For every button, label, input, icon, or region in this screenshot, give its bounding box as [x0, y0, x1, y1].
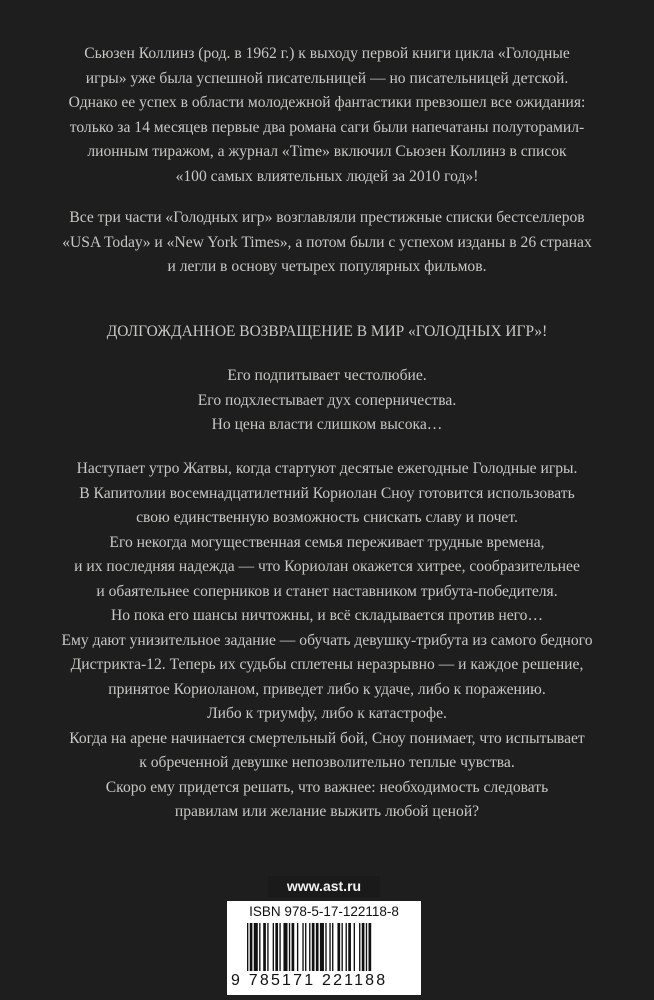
headline: ДОЛГОЖДАННОЕ ВОЗВРАЩЕНИЕ В МИР «ГОЛОДНЫХ ИГР»! [106, 323, 548, 340]
text-line: Наступает утро Жатвы, когда стартуют десятые ежегодные Голодные игры. [76, 460, 578, 477]
text-line: Либо к триумфу, либо к катастрофе. [207, 705, 447, 722]
text-line: Его подпитывает честолюбие. [227, 367, 427, 384]
text-line: только за 14 месяцев первые два романа саги были напечатаны полуторамил- [69, 118, 585, 136]
text-line: «USA Today» и «New York Times», а потом были с успехом изданы в 26 странах [62, 233, 592, 251]
text-line: и их последняя надежда — что Кориолан окажется хитрее, сообразительнее [74, 558, 580, 575]
text-line: Но пока его шансы ничтожны, и всё складывается против него… [110, 607, 544, 624]
bestseller-info [0, 206, 654, 280]
text-line: к обреченной девушке непозволительно теплые чувства. [139, 754, 515, 771]
text-line: Когда на арене начинается смертельный бой, Сноу понимает, что испытывает [69, 729, 585, 747]
barcode-box [227, 901, 421, 995]
text-line: В Капитолии восемнадцатилетний Кориолан Сноу готовится использовать [79, 484, 575, 502]
text-line: Дистрикта-12. Теперь их судьбы сплетены неразрывно — и каждое решение, [70, 656, 584, 673]
isbn-label: ISBN 978-5-17-122118-8 [249, 904, 399, 919]
text-line: «100 самых влиятельных людей за 2010 год»! [175, 167, 479, 185]
author-bio [0, 42, 654, 189]
text-line: принятое Кориоланом, приведет либо к удаче, либо к поражению. [108, 680, 546, 698]
text-line: Его подхлестывает дух соперничества. [197, 391, 457, 409]
synopsis [0, 457, 654, 825]
text-line: Скоро ему придется решать, что важнее: необходимость следовать [105, 778, 549, 796]
text-line: Ему дают унизительное задание — обучать девушку-трибута из самого бедного [61, 631, 593, 649]
text-line: Все три части «Голодных игр» возглавляли престижные списки бестселлеров [69, 209, 585, 226]
text-line: правилам или желание выжить любой ценой? [174, 803, 480, 820]
publisher-website: www.ast.ru [268, 876, 380, 897]
text-line: игры» уже была успешной писательницей — но писательницей детской. [85, 69, 569, 87]
text-line: свою единственную возможность снискать славу и почет. [136, 509, 518, 526]
text-line: Сьюзен Коллинз (род. в 1962 г.) к выходу первой книги цикла «Голодные [84, 45, 570, 62]
text-line: Но цена власти слишком высока… [211, 416, 443, 433]
text-line: Однако ее успех в области молодежной фантастики превзошел все ожидания: [68, 94, 586, 111]
tagline [0, 364, 654, 438]
text-line: и легли в основу четырех популярных фильмов. [167, 258, 487, 275]
text-line: Его некогда могущественная семья переживает трудные времена, [109, 533, 545, 551]
text-line: лионным тиражом, а журнал «Time» включил Сьюзен Коллинз в список [87, 143, 567, 160]
ean-number: 9 785171 221188 [231, 971, 417, 991]
text-line: и обаятельнее соперников и станет наставником трибута-победителя. [96, 582, 558, 600]
